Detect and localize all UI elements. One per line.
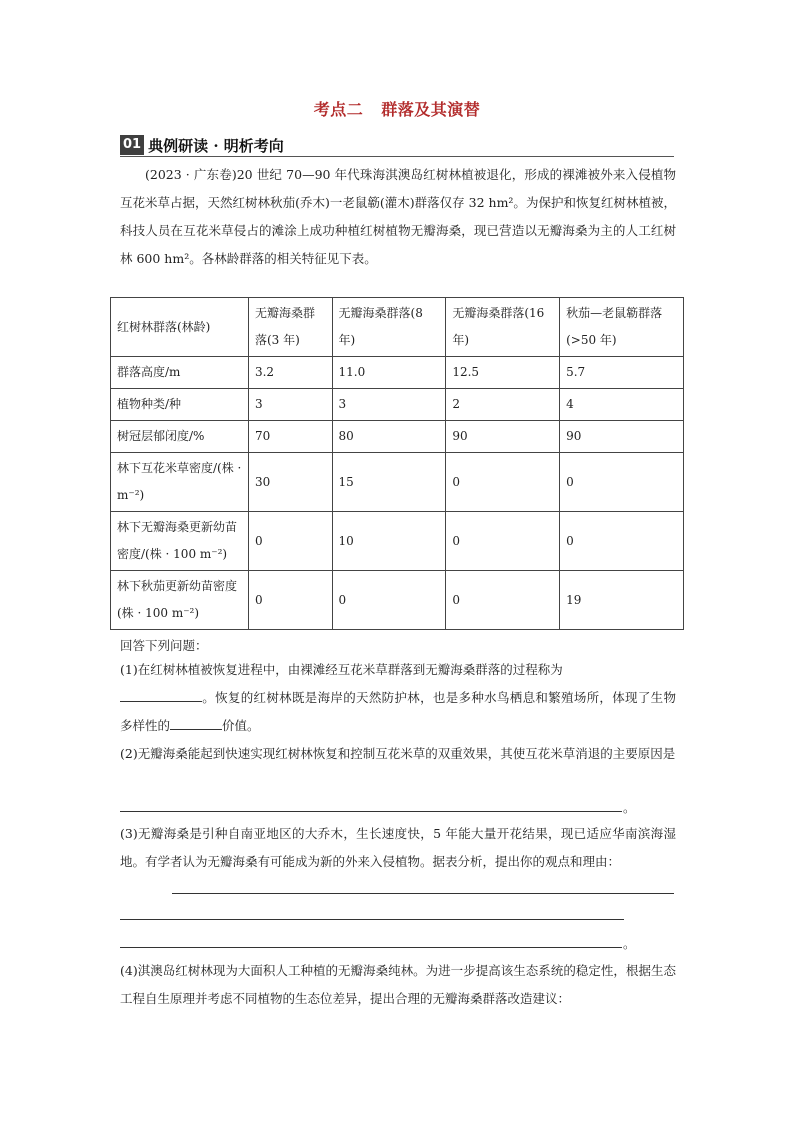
- section-number: 01: [120, 135, 144, 155]
- table-cell: 0: [248, 571, 332, 630]
- table-row: [111, 389, 684, 421]
- table-cell: 3.2: [248, 357, 332, 389]
- question-1-text-a: (1)在红树林植被恢复进程中，由裸滩经互花米草群落到无瓣海桑群落的过程称为: [120, 662, 563, 677]
- answer-prompt: 回答下列问题：: [120, 638, 208, 653]
- table-header-cell: 无瓣海桑群落(16 年): [446, 298, 560, 357]
- table-cell: 15: [332, 453, 446, 512]
- answer-line-q3-3[interactable]: [120, 947, 622, 948]
- table-cell: 11.0: [332, 357, 446, 389]
- table-cell: 植物种类/种: [111, 389, 249, 421]
- question-2: (2)无瓣海桑能起到快速实现红树林恢复和控制互花米草的双重效果，其使互花米草消退的主要原因是: [120, 746, 676, 761]
- table-cell: 80: [332, 421, 446, 453]
- intro-paragraph: (2023 · 广东卷)20 世纪 70—90 年代珠海淇澳岛红树林植被退化，形成的裸滩被外来入侵植物互花米草占据，天然红树林秋茄(乔木)一老鼠簕(灌木)群落仅存 32 hm²。为保护和恢复红树林植被，科技人员在互花米草侵占的滩涂上成功种植红树植物无瓣海桑，现已营造以无瓣海桑为主的人工红树林 600 hm²。各林龄群落的相关特征见下表。: [120, 167, 676, 266]
- table-cell: 林下互花米草密度/(株 · m⁻²): [111, 453, 249, 512]
- table-cell: 林下无瓣海桑更新幼苗密度/(株 · 100 m⁻²): [111, 512, 249, 571]
- page-title: [0, 97, 794, 120]
- end-mark-q3: 。: [623, 936, 636, 951]
- table-header-cell: 红树林群落(林龄): [111, 298, 249, 357]
- title-part-b: 群落及其演替: [381, 100, 481, 119]
- question-3: (3)无瓣海桑是引种自南亚地区的大乔木，生长速度快，5 年能大量开花结果，现已适应华南滨海湿地。有学者认为无瓣海桑有可能成为新的外来入侵植物。据表分析，提出你的观点和理由：: [120, 826, 676, 869]
- table-row: [111, 421, 684, 453]
- table-cell: 林下秋茄更新幼苗密度(株 · 100 m⁻²): [111, 571, 249, 630]
- table-header-cell: 无瓣海桑群落(3 年): [248, 298, 332, 357]
- table-cell: 群落高度/m: [111, 357, 249, 389]
- table-cell: 10: [332, 512, 446, 571]
- table-cell: 树冠层郁闭度/%: [111, 421, 249, 453]
- table-cell: 90: [446, 421, 560, 453]
- table-cell: 0: [446, 512, 560, 571]
- table-cell: 0: [332, 571, 446, 630]
- table-cell: 2: [446, 389, 560, 421]
- table-cell: 0: [446, 453, 560, 512]
- table-cell: 90: [560, 421, 684, 453]
- question-4: (4)淇澳岛红树林现为大面积人工种植的无瓣海桑纯林。为进一步提高该生态系统的稳定性，根据生态工程自生原理并考虑不同植物的生态位差异，提出合理的无瓣海桑群落改造建议：: [120, 963, 676, 1006]
- question-1-text-b: 。恢复的红树林既是海岸的天然防护林，也是多种水鸟栖息和繁殖场所，体现了生物多样性的: [120, 690, 676, 733]
- title-part-a: 考点二: [313, 100, 364, 119]
- table-cell: 0: [560, 512, 684, 571]
- table-cell: 0: [560, 453, 684, 512]
- answer-line-q3-1[interactable]: [172, 893, 674, 894]
- section-title: 典例研读 · 明析考向: [148, 136, 284, 155]
- table-cell: 0: [248, 512, 332, 571]
- table-row: [111, 453, 684, 512]
- table-cell: 12.5: [446, 357, 560, 389]
- end-mark-q2: 。: [623, 800, 636, 815]
- table-cell: 30: [248, 453, 332, 512]
- section-header: [120, 134, 284, 156]
- question-1: [120, 656, 676, 740]
- answer-blank-1[interactable]: [120, 687, 202, 702]
- section-divider: [120, 156, 674, 157]
- answer-line-q3-2[interactable]: [120, 919, 624, 920]
- table-header-cell: 秋茄—老鼠簕群落(>50 年): [560, 298, 684, 357]
- data-table: [110, 297, 684, 630]
- answer-blank-2[interactable]: [170, 715, 222, 730]
- table-row: [111, 357, 684, 389]
- answer-line-q2[interactable]: [120, 811, 622, 812]
- table-cell: 70: [248, 421, 332, 453]
- question-1-text-c: 价值。: [222, 718, 260, 733]
- table-row: [111, 571, 684, 630]
- table-header-cell: 无瓣海桑群落(8 年): [332, 298, 446, 357]
- table-cell: 4: [560, 389, 684, 421]
- table-cell: 5.7: [560, 357, 684, 389]
- table-cell: 0: [446, 571, 560, 630]
- table-header-row: [111, 298, 684, 357]
- table-cell: 3: [332, 389, 446, 421]
- table-row: [111, 512, 684, 571]
- table-cell: 19: [560, 571, 684, 630]
- table-cell: 3: [248, 389, 332, 421]
